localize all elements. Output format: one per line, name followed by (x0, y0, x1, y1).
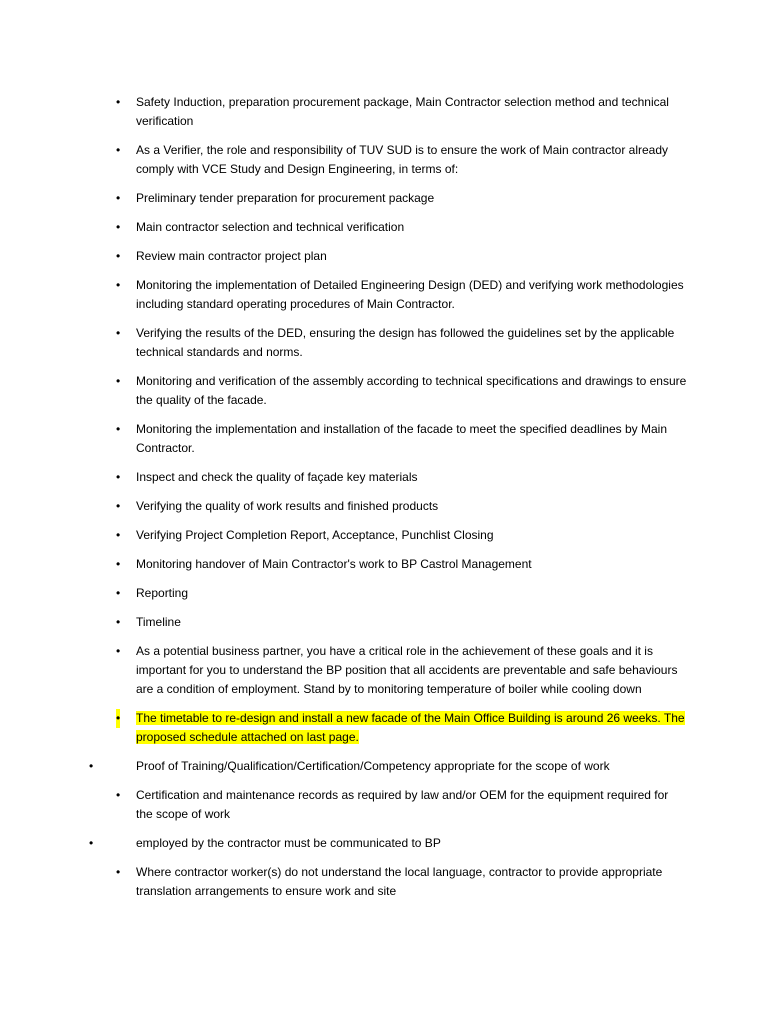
bullet-icon: • (116, 326, 121, 340)
list-item-text: Certification and maintenance records as required by law and/or OEM for the equipment required for the scope of work (136, 788, 669, 821)
bullet-icon: • (116, 470, 121, 484)
list-item (0, 642, 768, 699)
list-item-text (136, 709, 688, 747)
bullet-icon: • (116, 220, 121, 234)
bullet-icon: • (116, 95, 121, 109)
list-item (0, 93, 768, 131)
list-item (0, 555, 768, 574)
list-item (0, 247, 768, 266)
list-item (0, 372, 768, 410)
list-item-text: Verifying the quality of work results and finished products (136, 499, 439, 513)
highlighted-text: The timetable to re-design and install a new facade of the Main Office Building is around 26 weeks. The proposed schedule attached on last page. (136, 711, 685, 744)
list-item-text: Monitoring handover of Main Contractor's work to BP Castrol Management (136, 557, 532, 571)
bullet-icon: • (89, 836, 94, 850)
list-item (0, 141, 768, 179)
list-item-text: As a potential business partner, you have a critical role in the achievement of these goals and it is important for you to understand the BP position that all accidents are preventable and safe behaviours are a condition of employment. Stand by to monitoring temperature of boiler while cooling down (136, 644, 678, 696)
bullet-icon: • (116, 615, 121, 629)
list-item-text: employed by the contractor must be communicated to BP (136, 836, 441, 850)
list-item (0, 420, 768, 458)
list-item (0, 324, 768, 362)
list-item-text: Review main contractor project plan (136, 249, 327, 263)
bullet-icon: • (116, 422, 121, 436)
bullet-icon: • (116, 191, 121, 205)
list-item (0, 497, 768, 516)
list-item-text: As a Verifier, the role and responsibility of TUV SUD is to ensure the work of Main contractor already comply with VCE Study and Design Engineering, in terms of: (136, 143, 669, 176)
list-item (0, 786, 768, 824)
list-item-text: Monitoring and verification of the assembly according to technical specifications and drawings to ensure the quality of the facade. (136, 374, 687, 407)
list-item-text: Monitoring the implementation of Detailed Engineering Design (DED) and verifying work methodologies including standard operating procedures of Main Contractor. (136, 278, 684, 311)
bullet-icon: • (116, 374, 121, 388)
bullet-icon: • (116, 249, 121, 263)
highlighted-list-item (0, 709, 768, 747)
list-item-text: Verifying Project Completion Report, Acceptance, Punchlist Closing (136, 528, 494, 542)
list-item (0, 189, 768, 208)
list-item-text: Verifying the results of the DED, ensuring the design has followed the guidelines set by the applicable technical standards and norms. (136, 326, 675, 359)
bullet-icon: • (116, 528, 121, 542)
bullet-icon: • (116, 499, 121, 513)
list-item-text: Safety Induction, preparation procurement package, Main Contractor selection method and technical verification (136, 95, 669, 128)
list-item-text: Reporting (136, 586, 189, 600)
list-item (0, 863, 768, 901)
bullet-icon: • (116, 278, 121, 292)
bullet-icon: • (116, 788, 121, 802)
list-item (0, 834, 768, 853)
bullet-icon: • (116, 557, 121, 571)
list-item-text: Inspect and check the quality of façade key materials (136, 470, 418, 484)
list-item-text: Timeline (136, 615, 181, 629)
list-item (0, 757, 768, 776)
list-item (0, 468, 768, 487)
bullet-icon: • (89, 759, 94, 773)
list-item (0, 584, 768, 603)
list-item (0, 218, 768, 237)
bullet-icon: • (116, 709, 120, 728)
list-item-text: Monitoring the implementation and installation of the facade to meet the specified deadlines by Main Contractor. (136, 422, 667, 455)
bullet-icon: • (116, 644, 121, 658)
bullet-list (0, 93, 768, 911)
list-item-text: Proof of Training/Qualification/Certification/Competency appropriate for the scope of work (136, 759, 610, 773)
list-item (0, 526, 768, 545)
bullet-icon: • (116, 143, 121, 157)
list-item-text: Main contractor selection and technical verification (136, 220, 405, 234)
list-item-text: Preliminary tender preparation for procurement package (136, 191, 435, 205)
list-item-text: Where contractor worker(s) do not understand the local language, contractor to provide appropriate translation arrangements to ensure work and site (136, 865, 663, 898)
list-item (0, 276, 768, 314)
list-item (0, 613, 768, 632)
bullet-icon: • (116, 865, 121, 879)
bullet-icon: • (116, 586, 121, 600)
